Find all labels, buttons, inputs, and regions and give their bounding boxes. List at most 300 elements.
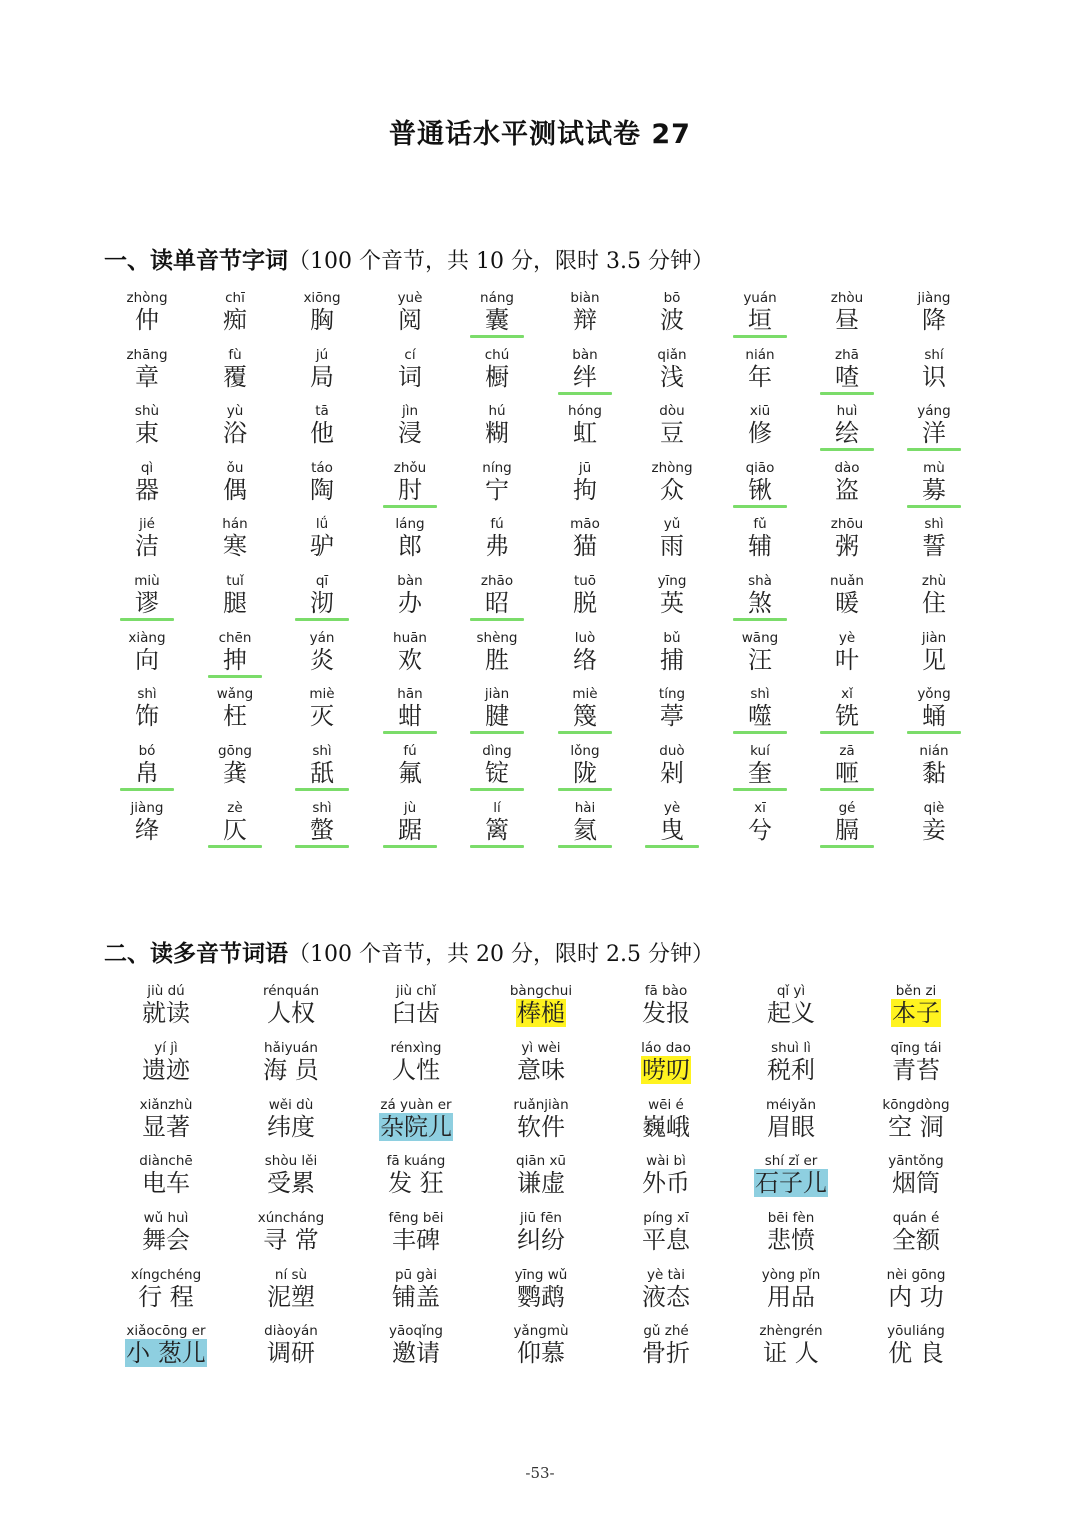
pinyin: xiǎnzhù [139,1097,193,1113]
char-item [198,800,272,844]
section1-title: 一、读单音节字词 [104,248,288,274]
word-item [231,1040,351,1084]
pinyin: qì [140,460,154,476]
pinyin: xiōng [303,290,341,306]
hanzi: 垣 [748,306,772,334]
hanzi: 胸 [310,306,334,334]
char-item [198,573,272,617]
pinyin: diànchē [139,1153,193,1169]
char-item [723,800,797,844]
pinyin: yè [838,630,856,646]
word-item [481,1323,601,1367]
pinyin: quán é [892,1210,940,1226]
section2-heading [104,935,714,968]
hanzi: 痴 [223,306,247,334]
hanzi: 蚶 [398,702,422,730]
pinyin: yì wèi [521,1040,561,1056]
hanzi: 曳 [660,816,684,844]
pinyin: ǒu [226,460,244,476]
word: 发报 [642,999,690,1027]
hanzi: 谬 [135,589,159,617]
pinyin: gé [838,800,856,816]
word: 起义 [767,999,815,1027]
word-item [106,1267,226,1311]
pinyin: qiāo [745,460,775,476]
char-item [548,403,622,447]
hanzi: 向 [135,646,159,674]
pinyin: shí zǐ er [764,1153,818,1169]
hanzi: 募 [922,476,946,504]
hanzi: 剁 [660,759,684,787]
word-item [106,1323,226,1367]
pinyin: jiū fēn [520,1210,562,1226]
pinyin: yè [663,800,681,816]
green-underline-mark [820,788,874,791]
pinyin: kuí [750,743,770,759]
pinyin: zhòng [651,460,693,476]
hanzi: 脱 [573,589,597,617]
word-item [231,1210,351,1254]
hanzi: 欢 [398,646,422,674]
char-item [723,403,797,447]
hanzi: 绘 [835,419,859,447]
green-underline-mark [558,788,612,791]
char-item [285,516,359,560]
hanzi: 踞 [398,816,422,844]
word-item [231,1323,351,1367]
pinyin: luò [574,630,596,646]
word-item [356,983,476,1027]
pinyin: duò [659,743,685,759]
pinyin: gǔ zhé [643,1323,689,1339]
pinyin: qǐ yì [776,983,806,999]
char-item [373,290,447,334]
char-item [897,743,971,787]
word-item [231,1153,351,1197]
pinyin: hú [488,403,506,419]
word-item [231,983,351,1027]
char-item [635,573,709,617]
char-item [548,573,622,617]
pinyin: xíngchéng [130,1267,202,1283]
hanzi: 抻 [223,646,247,674]
pinyin: jū [578,460,592,476]
highlighted-word: 石子儿 [755,1169,827,1197]
highlighted-word: 小 葱儿 [126,1339,206,1367]
hanzi: 炎 [310,646,334,674]
hanzi: 局 [310,363,334,391]
char-item [810,460,884,504]
char-item [198,347,272,391]
char-item [285,347,359,391]
word: 外币 [642,1169,690,1197]
hanzi: 浸 [398,419,422,447]
pinyin: zhā [835,347,859,363]
pinyin: jié [139,516,155,532]
word-item [481,1040,601,1084]
pinyin: hài [574,800,596,816]
char-item [285,460,359,504]
pinyin: jiàn [484,686,510,702]
pinyin: jù [403,800,417,816]
hanzi: 沏 [310,589,334,617]
pinyin: wǎng [216,686,254,702]
word-item [356,1267,476,1311]
char-item [548,800,622,844]
char-item [373,573,447,617]
highlighted-word: 杂院儿 [380,1113,452,1141]
char-item [635,403,709,447]
pinyin: yǎngmù [513,1323,569,1339]
pinyin: fú [403,743,417,759]
hanzi: 暖 [835,589,859,617]
word-item [731,1210,851,1254]
green-underline-mark [120,788,174,791]
char-item [548,516,622,560]
word-item [856,1210,976,1254]
char-item [897,460,971,504]
char-item [810,630,884,674]
pinyin: gōng [218,743,252,759]
hanzi: 绛 [135,816,159,844]
hanzi: 螫 [310,816,334,844]
word-item [481,1267,601,1311]
pinyin: qīng tái [890,1040,942,1056]
hanzi: 腱 [485,702,509,730]
char-item [373,800,447,844]
section1-note: （100 个音节，共 10 分，限时 3.5 分钟） [288,249,714,274]
green-underline-mark [820,448,874,451]
green-underline-mark [295,845,349,848]
hanzi: 豆 [660,419,684,447]
char-item [810,800,884,844]
pinyin: biàn [570,290,600,306]
word: 人权 [267,999,315,1027]
pinyin: fēng bēi [388,1210,444,1226]
green-underline-mark [907,448,961,451]
green-underline-mark [907,505,961,508]
hanzi: 糊 [485,419,509,447]
pinyin: wāng [741,630,779,646]
char-item [373,347,447,391]
word: 平息 [642,1226,690,1254]
word: 悲愤 [767,1226,815,1254]
pinyin: tuǐ [226,573,244,589]
hanzi: 束 [135,419,159,447]
hanzi: 住 [922,589,946,617]
pinyin: tíng [658,686,686,702]
word-item [606,1210,726,1254]
pinyin: bàn [397,573,423,589]
pinyin: yāoqǐng [389,1323,443,1339]
word: 丰碑 [392,1226,440,1254]
hanzi: 英 [660,589,684,617]
word-item [356,1097,476,1141]
pinyin: xiàng [128,630,166,646]
hanzi: 偶 [223,476,247,504]
word-item [606,1040,726,1084]
char-item [723,630,797,674]
char-item [373,686,447,730]
pinyin: qiān xū [516,1153,566,1169]
pinyin: táo [311,460,333,476]
pinyin: nián [919,743,949,759]
word-item [481,983,601,1027]
char-item [198,516,272,560]
section2-note: （100 个音节，共 20 分，限时 2.5 分钟） [288,942,714,967]
hanzi: 年 [748,363,772,391]
char-item [373,516,447,560]
word-item [231,1097,351,1141]
highlighted-word: 唠叨 [642,1056,690,1084]
word: 软件 [517,1113,565,1141]
section1-heading [104,242,714,275]
green-underline-mark [733,335,787,338]
word: 铺盖 [392,1283,440,1311]
word: 就读 [142,999,190,1027]
word: 烟筒 [892,1169,940,1197]
hanzi: 锭 [485,759,509,787]
char-item [460,516,534,560]
char-item [460,403,534,447]
pinyin: dìng [482,743,512,759]
hanzi: 妾 [922,816,946,844]
word: 海 员 [263,1056,319,1084]
word-item [356,1323,476,1367]
pinyin: nián [745,347,775,363]
word: 显著 [142,1113,190,1141]
pinyin: fú [490,516,504,532]
green-underline-mark [120,618,174,621]
green-underline-mark [907,731,961,734]
char-item [897,347,971,391]
pinyin: yán [309,630,335,646]
pinyin: shì [750,686,770,702]
pinyin: jìn [401,403,419,419]
hanzi: 络 [573,646,597,674]
hanzi: 橱 [485,363,509,391]
word: 谦虚 [517,1169,565,1197]
hanzi: 灭 [310,702,334,730]
green-underline-mark [295,618,349,621]
hanzi: 覆 [223,363,247,391]
pinyin: nuǎn [830,573,864,589]
green-underline-mark [470,845,524,848]
pinyin: xī [754,800,766,816]
pinyin: qiè [923,800,945,816]
green-underline-mark [383,731,437,734]
word-item [481,1210,601,1254]
word: 用品 [767,1283,815,1311]
hanzi: 叶 [835,646,859,674]
char-item [110,347,184,391]
word-item [106,1153,226,1197]
highlighted-word: 棒槌 [517,999,565,1027]
char-item [285,290,359,334]
hanzi: 拘 [573,476,597,504]
char-item [285,800,359,844]
hanzi: 盗 [835,476,859,504]
char-item [460,573,534,617]
word-item [356,1040,476,1084]
pinyin: huān [393,630,427,646]
word: 纠纷 [517,1226,565,1254]
pinyin: shèng [476,630,518,646]
hanzi: 煞 [748,589,772,617]
word: 眉眼 [767,1113,815,1141]
word: 巍峨 [642,1113,690,1141]
word: 青苔 [892,1056,940,1084]
word-item [606,1097,726,1141]
pinyin: xiū [749,403,771,419]
char-item [897,630,971,674]
pinyin: rénquán [262,983,320,999]
page-title: 普通话水平测试试卷 27 [389,119,691,150]
hanzi: 阅 [398,306,422,334]
hanzi: 葶 [660,702,684,730]
char-item [635,630,709,674]
hanzi: 雨 [660,532,684,560]
pinyin: bēi fèn [767,1210,815,1226]
char-item [635,516,709,560]
word: 发 狂 [388,1169,444,1197]
hanzi: 陶 [310,476,334,504]
pinyin: jiù dú [147,983,185,999]
green-underline-mark [470,731,524,734]
word-item [106,1040,226,1084]
char-item [897,800,971,844]
pinyin: bó [138,743,156,759]
char-item [285,743,359,787]
word-item [106,1210,226,1254]
word: 臼齿 [392,999,440,1027]
hanzi: 帛 [135,759,159,787]
pinyin: shì [312,743,332,759]
char-item [810,573,884,617]
word-item [606,1323,726,1367]
pinyin: diàoyán [264,1323,318,1339]
green-underline-mark [383,505,437,508]
hanzi: 铣 [835,702,859,730]
hanzi: 办 [398,589,422,617]
word: 调研 [267,1339,315,1367]
green-underline-mark [820,845,874,848]
word-item [606,1267,726,1311]
char-item [548,347,622,391]
char-item [548,460,622,504]
hanzi: 氦 [573,816,597,844]
char-item [198,743,272,787]
section2-title: 二、读多音节词语 [104,941,288,967]
hanzi: 昭 [485,589,509,617]
pinyin: níng [482,460,512,476]
char-item [635,460,709,504]
pinyin: fù [228,347,242,363]
pinyin: hǎiyuán [264,1040,318,1056]
word: 电车 [142,1169,190,1197]
pinyin: láo dao [641,1040,691,1056]
pinyin: yōuliáng [887,1323,945,1339]
hanzi: 蛹 [922,702,946,730]
hanzi: 见 [922,646,946,674]
hanzi: 识 [922,363,946,391]
char-item [110,630,184,674]
pinyin: yǔ [663,516,681,532]
pinyin: zhǒu [393,460,427,476]
green-underline-mark [820,731,874,734]
char-item [460,630,534,674]
word-item [856,983,976,1027]
word-item [856,1097,976,1141]
pinyin: zhōu [830,516,864,532]
word: 邀请 [392,1339,440,1367]
word: 全额 [892,1226,940,1254]
pinyin: zhāng [126,347,168,363]
hanzi: 浴 [223,419,247,447]
pinyin: qiǎn [657,347,687,363]
hanzi: 洋 [922,419,946,447]
pinyin: lǘ [315,516,329,532]
pinyin: mù [923,460,945,476]
word-item [231,1267,351,1311]
word: 寻 常 [263,1226,319,1254]
hanzi: 仄 [223,816,247,844]
char-item [110,743,184,787]
word: 鹦鹉 [517,1283,565,1311]
char-item [548,290,622,334]
char-item [373,460,447,504]
hanzi: 降 [922,306,946,334]
hanzi: 囊 [485,306,509,334]
pinyin: bàn [572,347,598,363]
word-item [606,1153,726,1197]
hanzi: 喳 [835,363,859,391]
hanzi: 寒 [223,532,247,560]
char-item [635,743,709,787]
word: 骨折 [642,1339,690,1367]
hanzi: 洁 [135,532,159,560]
word-item [731,1097,851,1141]
pinyin: miè [309,686,335,702]
char-item [548,686,622,730]
hanzi: 章 [135,363,159,391]
char-item [635,686,709,730]
char-item [810,347,884,391]
pinyin: shòu lěi [264,1153,318,1169]
char-item [810,686,884,730]
char-item [723,290,797,334]
char-item [897,290,971,334]
green-underline-mark [820,392,874,395]
char-item [460,347,534,391]
hanzi: 誓 [922,532,946,560]
pinyin: zá yuàn er [380,1097,452,1113]
char-item [897,403,971,447]
char-item [110,800,184,844]
pinyin: fā bào [644,983,688,999]
hanzi: 粥 [835,532,859,560]
char-item [548,743,622,787]
word-item [731,1323,851,1367]
green-underline-mark [295,788,349,791]
pinyin: wǔ huì [143,1210,189,1226]
pinyin: shì [312,800,332,816]
word-item [731,1267,851,1311]
green-underline-mark [558,392,612,395]
hanzi: 词 [398,363,422,391]
pinyin: bàngchui [509,983,573,999]
hanzi: 舐 [310,759,334,787]
